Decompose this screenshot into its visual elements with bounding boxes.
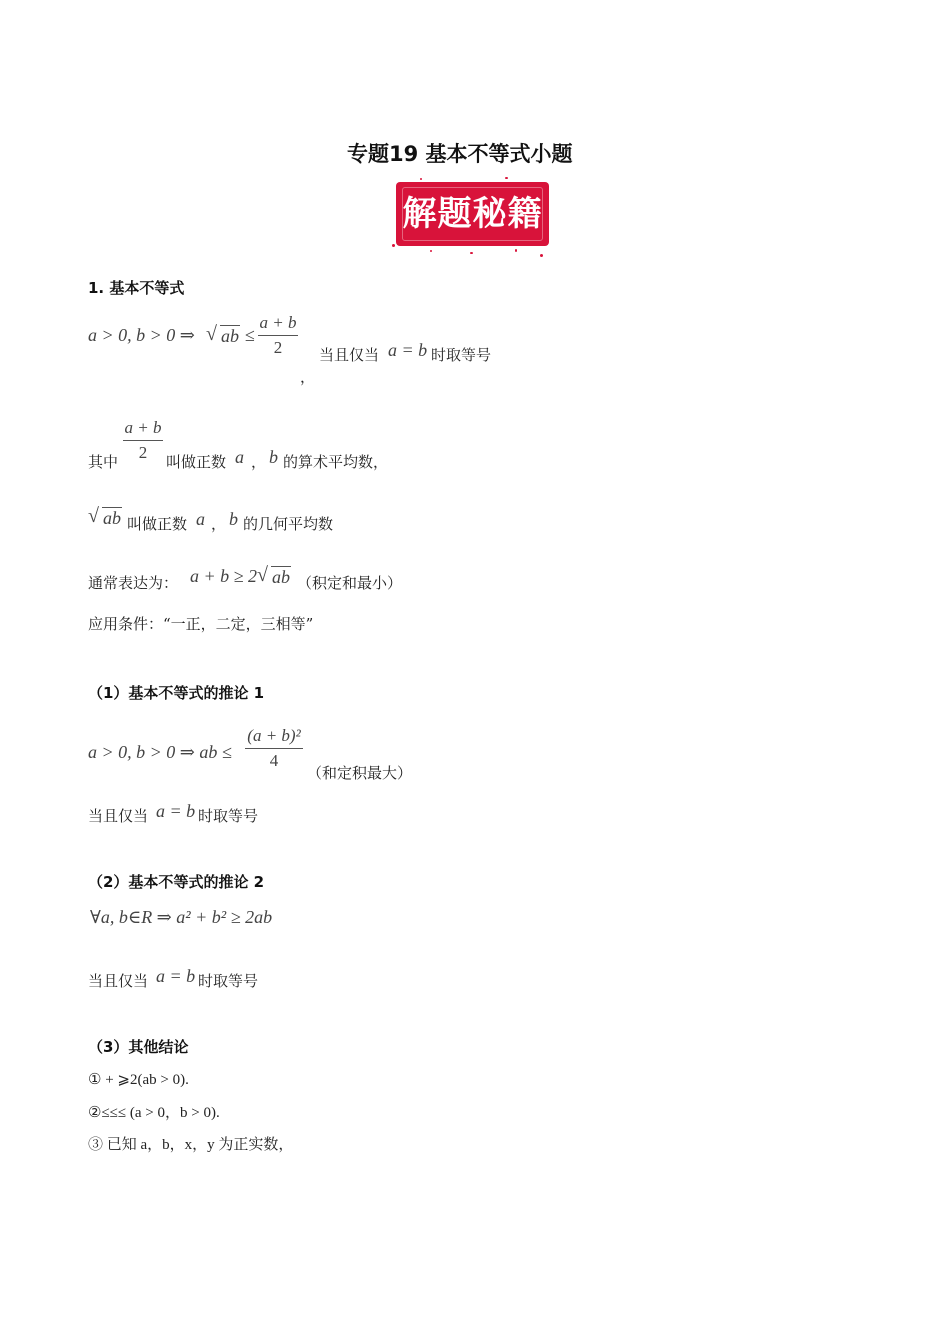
usual-sqrt-radicand: ab [272,567,290,587]
am-separator: ， [251,453,267,471]
corollary1-fraction [245,726,303,771]
sqrt-symbol: √ [257,564,268,586]
am-fraction [123,418,163,463]
corollary1-note: （和定积最大） [307,764,413,782]
other-item-3: ③ 已知 a，b，x，y 为正实数， [88,1137,294,1153]
fraction-bar [258,335,298,336]
section-heading-corollary-1: （1）基本不等式的推论 1 [88,684,265,702]
other-item-2: ②≤≤≤ (a > 0，b > 0). [88,1105,220,1121]
sqrt-symbol: √ [88,505,99,527]
page-title: 专题19 基本不等式小题 [347,142,573,166]
gm-var-a: a [196,509,205,529]
corollary2-cond-prefix: 当且仅当 [88,972,149,990]
formula-comma: ， [300,368,316,386]
formula-premise: a > 0, b > 0 ⇒ [88,325,195,345]
gm-var-b: b [229,509,238,529]
section-heading-other: （3）其他结论 [88,1038,189,1056]
corollary1-fraction-denominator: 4 [269,751,279,770]
usual-formula-sqrt [257,566,291,588]
gm-sqrt-radicand: ab [103,508,121,528]
am-fraction-denominator: 2 [138,443,148,462]
fraction-denominator: 2 [273,338,283,357]
formula-leq: ≤ [245,325,255,345]
corollary2-cond-math: a = b [156,966,196,986]
equality-cond-suffix: 时取等号 [431,346,492,364]
other-item-1: ① + ⩾2(ab > 0). [88,1072,189,1088]
stamp-speck [430,250,432,252]
usual-note: （积定和最小） [297,574,403,592]
stamp-badge: 解题秘籍 [396,182,549,246]
gm-separator: ， [211,515,227,533]
gm-middle: 叫做正数 [127,515,188,533]
formula-sqrt [206,325,240,347]
corollary2-formula: ∀a, b∈R ⇒ a² + b² ≥ 2ab [90,907,273,927]
corollary1-fraction-numerator: (a + b)² [247,726,301,745]
stamp-speck [505,177,508,179]
corollary1-cond-math: a = b [156,801,196,821]
stamp-speck [470,252,473,254]
am-middle: 叫做正数 [166,453,227,471]
equality-cond-prefix: 当且仅当 [319,346,380,364]
stamp-speck [420,178,422,180]
stamp-speck [392,244,395,247]
section-heading-corollary-2: （2）基本不等式的推论 2 [88,873,265,891]
usual-formula-lhs: a + b ≥ 2 [190,566,258,586]
fraction-numerator: a + b [259,313,297,332]
stamp-speck [540,254,543,257]
stamp-speck [515,249,517,252]
apply-condition: 应用条件：“一正，二定，三相等” [88,615,314,633]
am-prefix: 其中 [88,453,119,471]
equality-cond-math: a = b [388,340,428,360]
gm-suffix: 的几何平均数 [243,515,334,533]
corollary2-cond-suffix: 时取等号 [198,972,259,990]
am-fraction-bar [123,440,163,441]
am-fraction-numerator: a + b [124,418,162,437]
am-suffix: 的算术平均数， [283,453,389,471]
sqrt-radicand: ab [221,326,239,346]
am-var-a: a [235,447,244,467]
corollary1-fraction-bar [245,748,303,749]
sqrt-symbol: √ [206,323,217,345]
gm-sqrt [88,507,122,529]
corollary1-cond-prefix: 当且仅当 [88,807,149,825]
formula-fraction [258,313,298,358]
section-heading-basic: 1. 基本不等式 [88,279,185,297]
corollary1-cond-suffix: 时取等号 [198,807,259,825]
am-var-b: b [269,447,278,467]
usual-prefix: 通常表达为： [88,574,179,592]
corollary1-formula-lhs: a > 0, b > 0 ⇒ ab ≤ [88,742,232,762]
